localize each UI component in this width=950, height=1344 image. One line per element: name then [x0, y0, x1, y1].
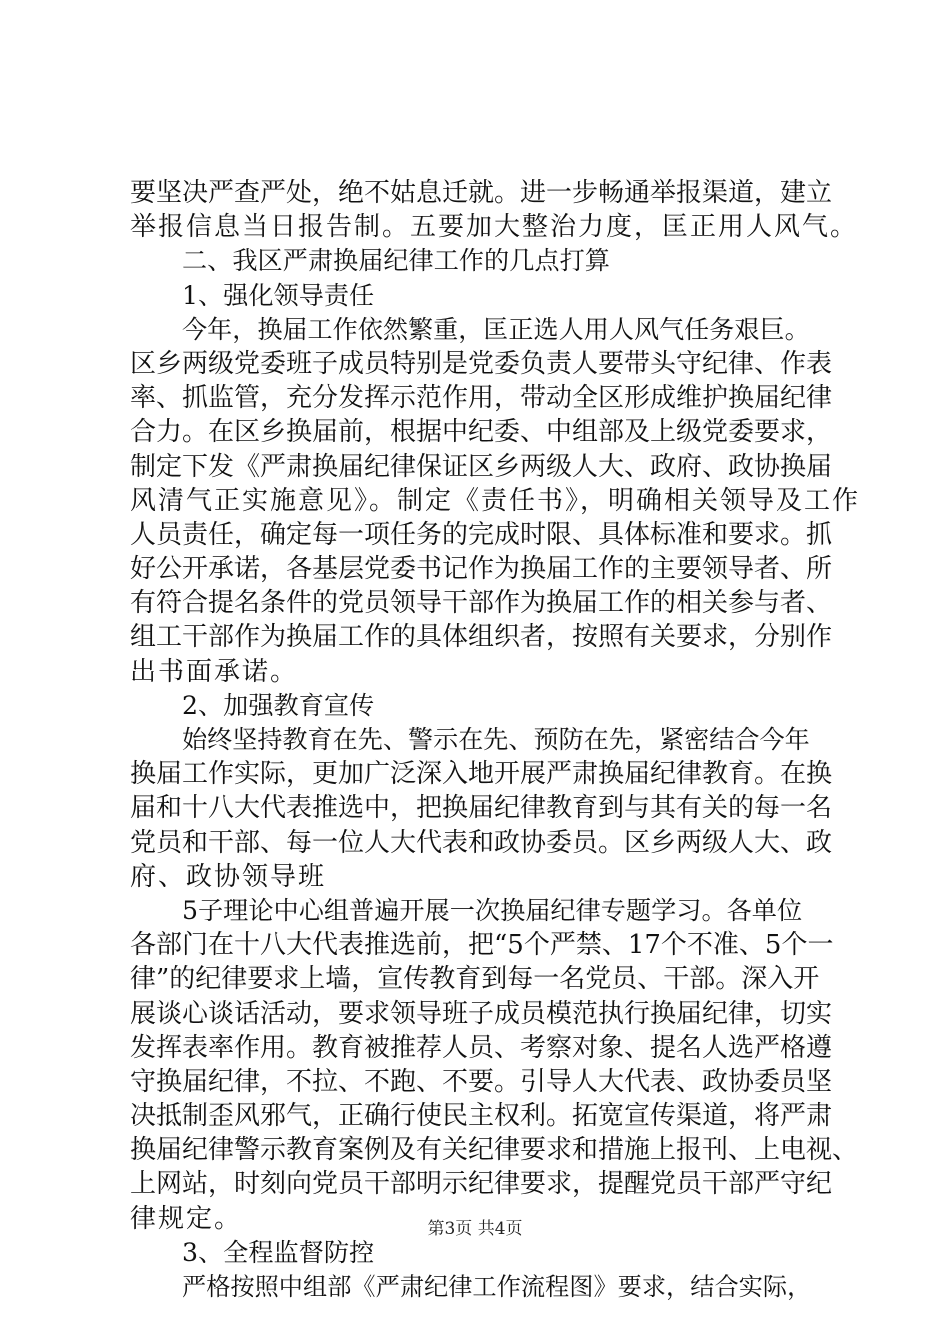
text-line: 上网站，时刻向党员干部明示纪律要求，提醒党员干部严守纪	[130, 1169, 833, 1200]
text-line: 党员和干部、每一位人大代表和政协委员。区乡两级人大、政	[130, 827, 833, 858]
text-line: 守换届纪律，不拉、不跑、不要。引导人大代表、政协委员坚	[130, 1066, 833, 1097]
text-line: 府、政协领导班	[130, 861, 327, 892]
text-line: 5子理论中心组普遍开展一次换届纪律专题学习。各单位	[182, 895, 803, 925]
text-line: 换届纪律警示教育案例及有关纪律要求和措施上报刊、上电视、	[130, 1135, 859, 1166]
text-line: 制定下发《严肃换届纪律保证区乡两级人大、政府、政协换届	[130, 451, 833, 482]
text-line: 律”的纪律要求上墙，宣传教育到每一名党员、干部。深入开	[130, 964, 820, 995]
text-line: 2、加强教育宣传	[182, 690, 375, 720]
text-line: 决抵制歪风邪气，正确行使民主权利。拓宽宣传渠道，将严肃	[130, 1101, 833, 1132]
text-line: 律规定。	[130, 1203, 243, 1234]
text-line: 届和十八大代表推选中，把换届纪律教育到与其有关的每一名	[130, 793, 833, 824]
text-line: 展谈心谈话活动，要求领导班子成员模范执行换届纪律，切实	[130, 998, 833, 1029]
text-line: 发挥表率作用。教育被推荐人员、考察对象、提名人选严格遵	[130, 1032, 833, 1063]
text-line: 要坚决严查严处，绝不姑息迁就。进一步畅通举报渠道，建立	[130, 178, 833, 208]
page-number-footer: 第3页 共4页	[427, 1219, 523, 1239]
text-line: 换届工作实际，更加广泛深入地开展严肃换届纪律教育。在换	[130, 759, 833, 790]
text-line: 率、抓监管，充分发挥示范作用，带动全区形成维护换届纪律	[130, 383, 833, 414]
text-line: 区乡两级党委班子成员特别是党委负责人要带头守纪律、作表	[130, 348, 833, 379]
text-line: 始终坚持教育在先、警示在先、预防在先，紧密结合今年	[182, 725, 810, 754]
text-line: 人员责任，确定每一项任务的完成时限、具体标准和要求。抓	[130, 519, 833, 550]
text-line: 1、强化领导责任	[182, 280, 375, 310]
text-line: 今年，换届工作依然繁重，匡正选人用人风气任务艰巨。	[182, 314, 810, 344]
text-line: 出书面承诺。	[130, 656, 299, 687]
text-line: 组工干部作为换届工作的具体组织者，按照有关要求，分别作	[130, 622, 833, 653]
text-line: 好公开承诺，各基层党委书记作为换届工作的主要领导者、所	[130, 554, 833, 585]
text-line: 二、我区严肃换届纪律工作的几点打算	[182, 246, 610, 276]
text-line: 举报信息当日报告制。五要加大整治力度，匡正用人风气。	[130, 212, 859, 243]
document-body	[130, 176, 861, 1304]
text-line: 各部门在十八大代表推选前，把“5个严禁、17个不准、5个一	[130, 930, 834, 961]
text-line: 合力。在区乡换届前，根据中纪委、中组部及上级党委要求，	[130, 417, 833, 448]
text-line: 风清气正实施意见》。制定《责任书》，明确相关领导及工作	[130, 485, 861, 516]
text-line: 有符合提名条件的党员领导干部作为换届工作的相关参与者、	[130, 588, 833, 619]
text-line: 3、全程监督防控	[182, 1237, 375, 1267]
text-line: 严格按照中组部《严肃纪律工作流程图》要求，结合实际，	[182, 1273, 812, 1301]
